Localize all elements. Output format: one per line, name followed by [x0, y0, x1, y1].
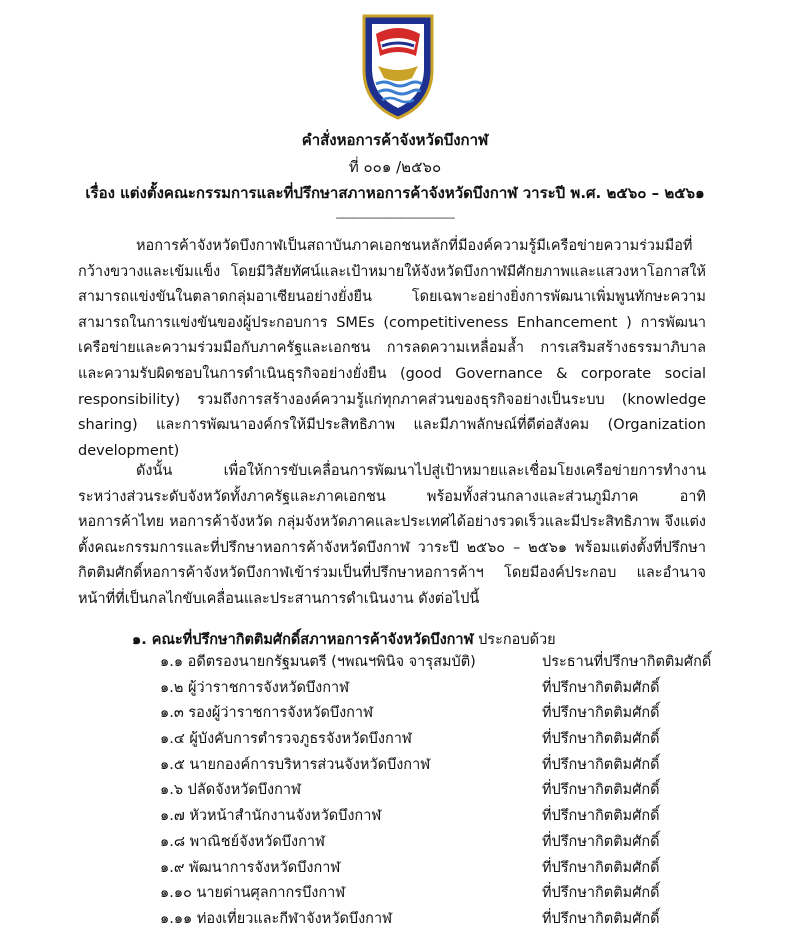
advisor-role: ที่ปรึกษากิตติมศักดิ์	[542, 859, 660, 876]
advisor-role: ที่ปรึกษากิตติมศักดิ์	[542, 833, 660, 850]
section-1-suffix: ประกอบด้วย	[473, 632, 556, 648]
advisor-row	[160, 907, 720, 933]
advisor-row	[160, 856, 720, 882]
order-number: ที่ ๐๐๑ /๒๕๖๐	[348, 158, 442, 176]
advisor-role: ที่ปรึกษากิตติมศักดิ์	[542, 782, 660, 799]
advisor-row	[160, 881, 720, 907]
advisor-name: ๑.๔ ผู้บังคับการตำรวจภูธรจังหวัดบึงกาฬ	[160, 731, 412, 748]
advisor-list	[160, 650, 720, 933]
advisor-name: ๑.๓ รองผู้ว่าราชการจังหวัดบึงกาฬ	[160, 705, 373, 722]
advisor-name: ๑.๖ ปลัดจังหวัดบึงกาฬ	[160, 782, 301, 799]
document-title: คำสั่งหอการค้าจังหวัดบึงกาฬ	[301, 131, 489, 149]
chamber-logo	[360, 12, 436, 122]
advisor-name: ๑.๗ หัวหน้าสำนักงานจังหวัดบึงกาฬ	[160, 808, 382, 825]
advisor-row	[160, 753, 720, 779]
advisor-name: ๑.๕ นายกองค์การบริหารส่วนจังหวัดบึงกาฬ	[160, 756, 431, 773]
separator-line: ----------------------------------------	[335, 211, 455, 224]
advisor-row	[160, 676, 720, 702]
advisor-name: ๑.๙ พัฒนาการจังหวัดบึงกาฬ	[160, 859, 341, 876]
chamber-of-commerce-seal-icon	[360, 12, 436, 122]
advisor-role: ประธานที่ปรึกษากิตติมศักดิ์	[542, 654, 712, 670]
advisor-row	[160, 804, 720, 830]
advisor-name: ๑.๘ พาณิชย์จังหวัดบึงกาฬ	[160, 833, 325, 850]
advisor-name: ๑.๒ ผู้ว่าราชการจังหวัดบึงกาฬ	[160, 679, 350, 696]
advisor-row	[160, 727, 720, 753]
body-paragraph-2: ดังนั้น เพื่อให้การขับเคลื่อนการพัฒนาไปสู่เป้าหมายและเชื่อมโยงเครือข่ายการทำงานระหว่างส่วนระดับจังหวัดทั้งภาครัฐและภาคเอกชน พร้อมทั้งส่วนกลางและส่วนภูมิภาค อาทิ หอการค้าไทย หอการค้าจังหวัด กลุ่มจังหวัดภาคและประเทศได้อย่างรวดเร็วและมีประสิทธิภาพ จึงแต่งตั้งคณะกรรมการและที่ปรึกษาหอการค้าจังหวัดบึงกาฬ วาระปี ๒๕๖๐ – ๒๕๖๑ พร้อมแต่งตั้งที่ปรึกษากิตติมศักดิ์หอการค้าจังหวัดบึงกาฬเข้าร่วมเป็นที่ปรึกษาหอการค้าฯ โดยมีองค์ประกอบ และอำนาจหน้าที่ที่เป็นกลไกขับเคลื่อนและประสานการดำเนินงาน ดังต่อไปนี้	[78, 463, 706, 607]
advisor-role: ที่ปรึกษากิตติมศักดิ์	[542, 808, 660, 825]
advisor-row	[160, 701, 720, 727]
section-1-heading	[132, 628, 556, 651]
advisor-role: ที่ปรึกษากิตติมศักดิ์	[542, 705, 660, 722]
order-subject: เรื่อง แต่งตั้งคณะกรรมการและที่ปรึกษาสภาหอการค้าจังหวัดบึงกาฬ วาระปี พ.ศ. ๒๕๖๐ – ๒๕๖๑	[85, 184, 705, 202]
advisor-name: ๑.๑๑ ท่องเที่ยวและกีฬาจังหวัดบึงกาฬ	[160, 910, 392, 927]
advisor-role: ที่ปรึกษากิตติมศักดิ์	[542, 731, 660, 748]
advisor-row	[160, 830, 720, 856]
advisor-role: ที่ปรึกษากิตติมศักดิ์	[542, 885, 660, 902]
advisor-role: ที่ปรึกษากิตติมศักดิ์	[542, 756, 660, 773]
advisor-name: ๑.๑ อดีตรองนายกรัฐมนตรี (ฯพณฯพินิจ จารุสมบัติ)	[160, 654, 476, 670]
advisor-row	[160, 650, 720, 676]
advisor-name: ๑.๑๐ นายด่านศุลกากรบึงกาฬ	[160, 885, 346, 902]
body-paragraph-1: หอการค้าจังหวัดบึงกาฬเป็นสถาบันภาคเอกชนหลักที่มีองค์ความรู้มีเครือข่ายความร่วมมือที่กว้างขวางและเข้มแข็ง โดยมีวิสัยทัศน์และเป้าหมายให้จังหวัดบึงกาฬมีศักยภาพและแสวงหาโอกาสให้สามารถแข่งขันในตลาดกลุ่มอาเซียนอย่างยั่งยืน โดยเฉพาะอย่างยิ่งการพัฒนาเพิ่มพูนทักษะความสามารถในการแข่งขันของผู้ประกอบการ SMEs (competitiveness Enhancement ) การพัฒนาเครือข่ายและความร่วมมือกับภาครัฐและเอกชน การลดความเหลื่อมล้ำ การเสริมสร้างธรรมาภิบาลและความรับผิดชอบในการดำเนินธุรกิจอย่างยั่งยืน (good Governance & corporate social responsibility) รวมถึงการสร้างองค์ความรู้แก่ทุกภาคส่วนของธุรกิจอย่างเป็นระบบ (knowledge sharing) และการพัฒนาองค์กรให้มีประสิทธิภาพ และมีภาพลักษณ์ที่ดีต่อสังคม (Organization development)	[78, 238, 706, 459]
advisor-role: ที่ปรึกษากิตติมศักดิ์	[542, 910, 660, 927]
advisor-row	[160, 778, 720, 804]
advisor-role: ที่ปรึกษากิตติมศักดิ์	[542, 679, 660, 696]
section-1-title: ๑. คณะที่ปรึกษากิตติมศักดิ์สภาหอการค้าจังหวัดบึงกาฬ	[132, 632, 474, 648]
